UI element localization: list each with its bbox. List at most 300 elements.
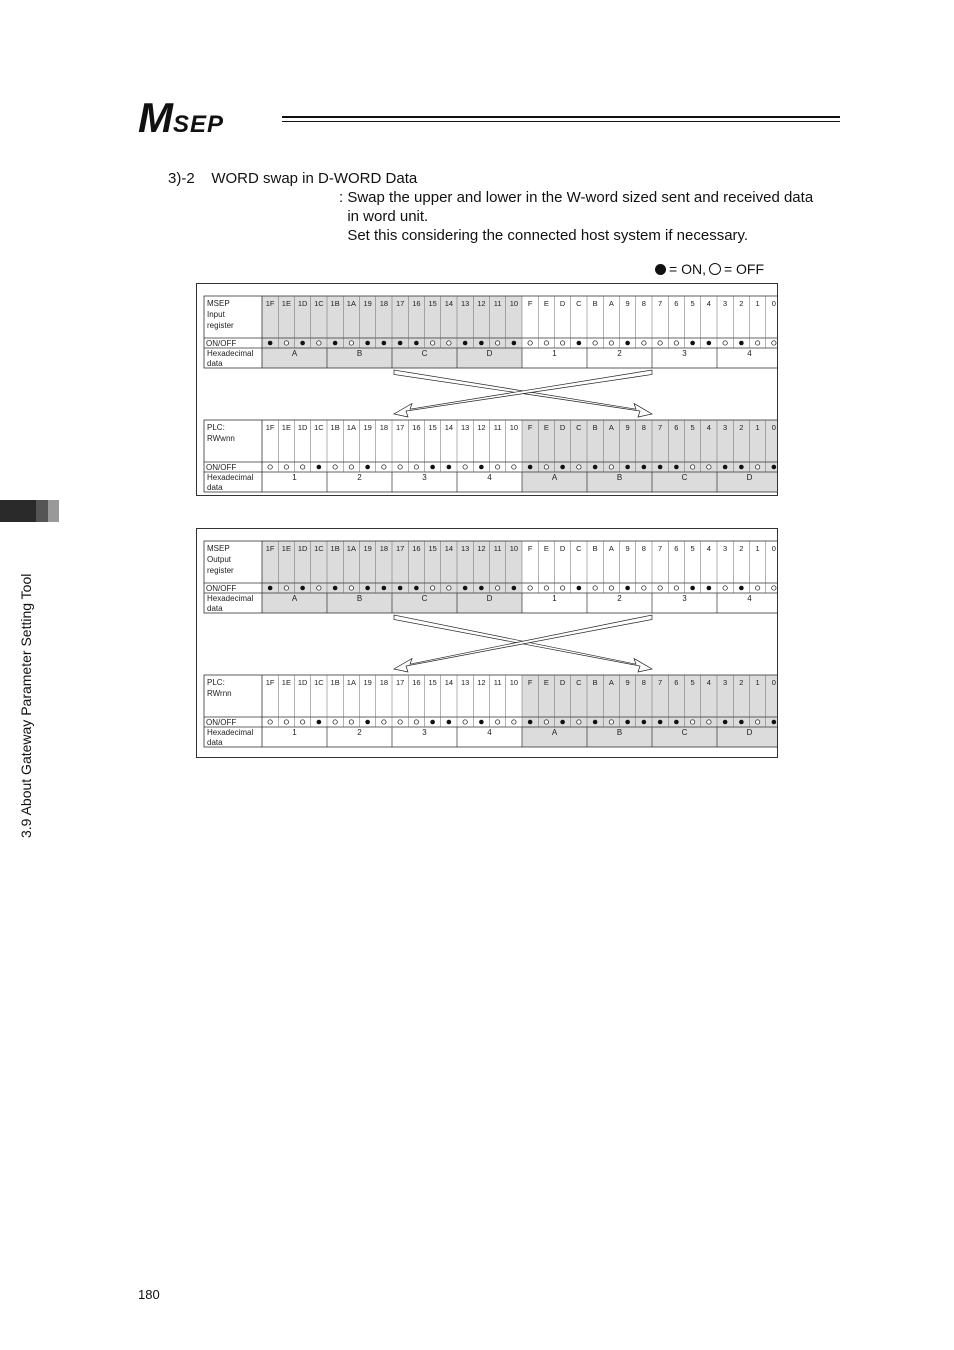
d1-bottom-off-dot: [755, 720, 759, 724]
d0-bottom-bit-name: B: [592, 423, 598, 432]
d1-top-hex-value: 1: [552, 594, 557, 603]
d0-bottom-off-dot: [544, 465, 548, 469]
d0-bottom-off-dot: [463, 465, 467, 469]
d1-top-off-dot: [658, 586, 662, 590]
d1-bottom-hex-value: D: [746, 728, 753, 737]
d0-bottom-bit-name: 1C: [314, 423, 324, 432]
d0-top-bit-name: 19: [363, 299, 372, 308]
d1-bottom-hex-value: 1: [292, 728, 297, 737]
d0-bottom-bit-name: 16: [412, 423, 421, 432]
d1-bottom-bit-name: B: [592, 678, 598, 687]
d0-bottom-on-dot: [479, 465, 484, 470]
d0-bottom-on-dot: [658, 465, 663, 470]
d0-top-bit-name: 6: [674, 299, 679, 308]
d0-bottom-on-dot: [447, 465, 452, 470]
d1-bottom-off-dot: [544, 720, 548, 724]
d1-top-on-dot: [707, 586, 712, 591]
d1-bottom-bit-name: A: [608, 678, 614, 687]
d1-bottom-off-dot: [268, 720, 272, 724]
d1-top-bit-name: 1D: [297, 544, 308, 553]
d1-bottom-bit-name: D: [559, 678, 566, 687]
d0-bottom-bit-name: 11: [493, 423, 502, 432]
d1-top-bit-name: 6: [674, 544, 679, 553]
d0-top-hex-value: 3: [682, 349, 687, 358]
d1-bottom-bit-name: 1F: [265, 678, 275, 687]
d0-bottom-on-dot: [674, 465, 679, 470]
d0-bottom-bit-name: 4: [706, 423, 711, 432]
d1-top-on-dot: [625, 586, 630, 591]
d1-top-bit-name: 13: [460, 544, 470, 553]
d1-bottom-bit-name: 2: [739, 678, 744, 687]
d0-top-off-dot: [755, 341, 759, 345]
d1-top-off-dot: [544, 586, 548, 590]
d1-top-hex-value: C: [421, 594, 428, 603]
d0-bottom-off-dot: [609, 465, 613, 469]
d0-top-bit-name: B: [592, 299, 598, 308]
d1-bottom-bit-name: 1D: [297, 678, 308, 687]
d1-top-bit-name: 5: [690, 544, 695, 553]
d0-top-on-dot: [739, 341, 744, 346]
d0-top-off-dot: [317, 341, 321, 345]
d1-top-label-text: Output: [207, 555, 232, 564]
d0-bottom-on-dot: [642, 465, 647, 470]
on-dot-icon: [655, 264, 666, 275]
d0-bottom-bit-name: 2: [739, 423, 744, 432]
d0-bottom-on-dot: [772, 465, 777, 470]
section-heading: 3)-2 WORD swap in D-WORD Data: [168, 170, 418, 187]
d0-top-bit-name: 9: [625, 299, 630, 308]
d0-bottom-off-dot: [512, 465, 516, 469]
d0-top-bit-name: 4: [706, 299, 711, 308]
d0-top-bit-name: 11: [493, 299, 502, 308]
d1-top-bit-name: 18: [379, 544, 389, 553]
d0-top-off-dot: [642, 341, 646, 345]
d0-top-hex-value: D: [486, 349, 493, 358]
d1-bottom-bit-name: 14: [444, 678, 454, 687]
d1-bottom-off-dot: [577, 720, 581, 724]
d0-top-on-dot: [398, 341, 403, 346]
d1-bottom-off-dot: [414, 720, 418, 724]
page-number: 180: [138, 1287, 160, 1302]
d1-bottom-bit-name: 1E: [281, 678, 291, 687]
d1-top-hex-value: A: [291, 594, 298, 603]
d0-top-bit-name: 5: [690, 299, 695, 308]
d0-top-on-dot: [414, 341, 419, 346]
d1-bottom-on-dot: [479, 720, 484, 725]
d1-top-bit-name: 12: [477, 544, 486, 553]
d0-top-hex-value: A: [291, 349, 298, 358]
d1-top-off-dot: [723, 586, 727, 590]
d1-bottom-hex-label: data: [207, 738, 223, 747]
desc-line-2: in word unit.: [339, 208, 429, 225]
d1-bottom-bit-name: C: [576, 678, 582, 687]
d0-bottom-off-dot: [333, 465, 337, 469]
d0-bottom-on-dot: [528, 465, 533, 470]
d0-bottom-table: [204, 420, 777, 492]
d1-bottom-on-dot: [447, 720, 452, 725]
d1-top-off-dot: [755, 586, 759, 590]
d0-bottom-onoff-label: ON/OFF: [206, 463, 237, 472]
d1-top-bit-name: 19: [363, 544, 372, 553]
d1-top-off-dot: [593, 586, 597, 590]
legend-on-text: = ON,: [669, 261, 706, 277]
d0-bottom-off-dot: [398, 465, 402, 469]
d0-top-hex-label: Hexadecimal: [207, 349, 254, 358]
d0-bottom-bit-name: 6: [674, 423, 679, 432]
d1-bottom-bit-name: 8: [641, 678, 646, 687]
side-tab-mid: [36, 500, 48, 522]
d1-bottom-bit-name: 12: [477, 678, 486, 687]
d1-bottom-bit-name: 13: [460, 678, 470, 687]
d0-bottom-hex-value: 2: [357, 473, 362, 482]
logo-sep: SEP: [173, 111, 225, 138]
header-rule: [282, 116, 840, 118]
d0-bottom-on-dot: [560, 465, 565, 470]
d0-top-bit-name: 17: [395, 299, 405, 308]
d0-bottom-bit-name: E: [543, 423, 549, 432]
d0-top-bit-name: 13: [460, 299, 470, 308]
d0-top-on-dot: [365, 341, 370, 346]
d1-bottom-hex-value: A: [551, 728, 558, 737]
d0-bottom-hex-value: D: [746, 473, 753, 482]
d0-bottom-bit-name: 8: [641, 423, 646, 432]
d0-bottom-bit-name: 3: [723, 423, 728, 432]
d1-bottom-hex-value: 2: [357, 728, 362, 737]
d0-top-bit-name: 1D: [297, 299, 308, 308]
d1-bottom-off-dot: [398, 720, 402, 724]
d1-bottom-bit-name: 1C: [314, 678, 324, 687]
d0-top-bit-name: 15: [428, 299, 437, 308]
d1-bottom-bit-name: 10: [509, 678, 519, 687]
d1-top-on-dot: [512, 586, 517, 591]
d0-top-bit-name: 12: [477, 299, 486, 308]
d1-top-on-dot: [690, 586, 695, 591]
d0-bottom-bit-name: A: [608, 423, 614, 432]
d1-bottom-bit-name: 17: [395, 678, 405, 687]
header-rule-thin: [282, 121, 840, 122]
d0-bottom-on-dot: [723, 465, 728, 470]
d1-bottom-off-dot: [495, 720, 499, 724]
d0-top-bit-name: 7: [658, 299, 663, 308]
d1-bottom-label-text: PLC:: [207, 678, 225, 687]
d0-bottom-off-dot: [284, 465, 288, 469]
output-swap-svg: [197, 529, 777, 757]
d0-bottom-bit-name: 15: [428, 423, 437, 432]
d1-bottom-off-dot: [300, 720, 304, 724]
d0-bottom-hex-value: C: [681, 473, 688, 482]
d1-top-bit-name: 1C: [314, 544, 324, 553]
d0-top-onoff-label: ON/OFF: [206, 339, 237, 348]
d1-bottom-off-dot: [690, 720, 694, 724]
d1-top-bit-name: C: [576, 544, 582, 553]
d0-top-on-dot: [479, 341, 484, 346]
d0-top-bit-name: 18: [379, 299, 389, 308]
d1-top-off-dot: [317, 586, 321, 590]
d1-swap-arrows: [394, 615, 652, 672]
d0-top-bit-name: F: [527, 299, 533, 308]
d1-top-bit-name: 3: [723, 544, 728, 553]
d1-bottom-hex-value: 3: [422, 728, 427, 737]
d0-top-off-dot: [674, 341, 678, 345]
side-tab-light: [48, 500, 59, 522]
d0-top-label-text: MSEP: [207, 299, 230, 308]
d1-top-bit-name: 1F: [265, 544, 275, 553]
d0-top-off-dot: [609, 341, 613, 345]
d1-bottom-on-dot: [317, 720, 322, 725]
section-description: [339, 188, 859, 245]
d1-top-label-text: MSEP: [207, 544, 230, 553]
d0-bottom-off-dot: [349, 465, 353, 469]
d0-top-off-dot: [593, 341, 597, 345]
d0-top-off-dot: [528, 341, 532, 345]
d0-bottom-bit-name: 7: [658, 423, 663, 432]
d0-top-off-dot: [430, 341, 434, 345]
d1-top-off-dot: [560, 586, 564, 590]
d1-top-bit-name: 15: [428, 544, 437, 553]
d0-bottom-bit-name: D: [559, 423, 566, 432]
d0-bottom-bit-name: 1E: [281, 423, 291, 432]
d0-top-on-dot: [625, 341, 630, 346]
d0-top-hex-value: B: [356, 349, 363, 358]
d1-bottom-off-dot: [463, 720, 467, 724]
d0-bottom-bit-name: 1: [755, 423, 760, 432]
d1-top-off-dot: [430, 586, 434, 590]
d0-bottom-on-dot: [593, 465, 598, 470]
d0-top-hex-value: 1: [552, 349, 557, 358]
d1-bottom-on-dot: [674, 720, 679, 725]
d0-bottom-bit-name: 10: [509, 423, 519, 432]
d1-bottom-bit-name: 6: [674, 678, 679, 687]
d1-bottom-bit-name: 9: [625, 678, 630, 687]
logo-m: M: [138, 94, 171, 141]
d0-bottom-off-dot: [300, 465, 304, 469]
d0-top-on-dot: [268, 341, 273, 346]
d0-bottom-bit-name: 19: [363, 423, 372, 432]
input-swap-svg: [197, 284, 777, 495]
d0-bottom-label-text: PLC:: [207, 423, 225, 432]
d1-top-hex-label: Hexadecimal: [207, 594, 254, 603]
d0-bottom-bit-name: 1A: [346, 423, 356, 432]
d0-top-bit-name: 1: [755, 299, 760, 308]
d0-bottom-off-dot: [495, 465, 499, 469]
d0-bottom-off-dot: [268, 465, 272, 469]
d0-top-off-dot: [560, 341, 564, 345]
d1-top-on-dot: [268, 586, 273, 591]
d1-bottom-on-dot: [642, 720, 647, 725]
d0-bottom-bit-name: F: [527, 423, 533, 432]
d1-top-on-dot: [479, 586, 484, 591]
d1-bottom-bit-name: 0: [771, 678, 776, 687]
d1-bottom-bit-name: F: [527, 678, 533, 687]
d1-bottom-bit-name: 4: [706, 678, 711, 687]
d1-top-on-dot: [365, 586, 370, 591]
off-dot-icon: [709, 263, 721, 275]
d0-top-on-dot: [463, 341, 468, 346]
d1-top-hex-value: 4: [747, 594, 752, 603]
d0-top-bit-name: 1C: [314, 299, 324, 308]
d0-top-bit-name: 1B: [330, 299, 340, 308]
d0-bottom-bit-name: 17: [395, 423, 405, 432]
d1-bottom-bit-name: 1A: [346, 678, 356, 687]
d1-top-bit-name: B: [592, 544, 598, 553]
d0-top-bit-name: 10: [509, 299, 519, 308]
d0-top-off-dot: [658, 341, 662, 345]
d1-top-hex-label: data: [207, 604, 223, 613]
d1-top-bit-name: 7: [658, 544, 663, 553]
d0-bottom-on-dot: [317, 465, 322, 470]
d1-top-off-dot: [674, 586, 678, 590]
d1-top-onoff-label: ON/OFF: [206, 584, 237, 593]
d0-top-bit-name: 16: [412, 299, 421, 308]
desc-line-1: : Swap the upper and lower in the W-word sized sent and received data: [339, 189, 814, 206]
d1-top-bit-name: 0: [771, 544, 776, 553]
d1-top-off-dot: [495, 586, 499, 590]
d1-bottom-on-dot: [723, 720, 728, 725]
d0-top-off-dot: [723, 341, 727, 345]
d1-top-on-dot: [577, 586, 582, 591]
d0-top-on-dot: [382, 341, 387, 346]
d0-bottom-on-dot: [625, 465, 630, 470]
d1-bottom-bit-name: 18: [379, 678, 389, 687]
d1-bottom-off-dot: [707, 720, 711, 724]
d0-bottom-off-dot: [577, 465, 581, 469]
d0-bottom-bit-name: C: [576, 423, 582, 432]
d1-bottom-hex-value: 4: [487, 728, 492, 737]
output-swap-diagram: [196, 528, 778, 758]
d1-top-hex-value: B: [356, 594, 363, 603]
d1-top-hex-value: D: [486, 594, 493, 603]
d0-bottom-on-dot: [430, 465, 435, 470]
d0-bottom-bit-name: 14: [444, 423, 454, 432]
d0-bottom-hex-value: B: [616, 473, 623, 482]
d0-bottom-hex-label: Hexadecimal: [207, 473, 254, 482]
d1-bottom-label-text: RWrnn: [207, 689, 232, 698]
d0-bottom-on-dot: [739, 465, 744, 470]
d0-top-on-dot: [690, 341, 695, 346]
d0-top-off-dot: [544, 341, 548, 345]
d1-top-bit-name: 10: [509, 544, 519, 553]
d1-bottom-bit-name: 11: [493, 678, 502, 687]
d1-top-bit-name: F: [527, 544, 533, 553]
d0-top-off-dot: [772, 341, 776, 345]
d1-bottom-table: [204, 675, 777, 747]
d0-bottom-bit-name: 18: [379, 423, 389, 432]
msep-logo: [138, 94, 224, 142]
d1-bottom-off-dot: [333, 720, 337, 724]
legend: [655, 261, 764, 277]
side-section-label: 3.9 About Gateway Parameter Setting Tool: [18, 573, 34, 838]
d0-top-hex-label: data: [207, 359, 223, 368]
d1-bottom-bit-name: 5: [690, 678, 695, 687]
d1-top-off-dot: [284, 586, 288, 590]
legend-off-text: = OFF: [723, 261, 765, 277]
d0-top-bit-name: 1F: [265, 299, 275, 308]
d1-top-bit-name: 9: [625, 544, 630, 553]
d1-bottom-off-dot: [609, 720, 613, 724]
d0-bottom-off-dot: [414, 465, 418, 469]
d1-top-bit-name: 16: [412, 544, 421, 553]
d0-top-label-text: register: [207, 321, 234, 330]
d0-bottom-bit-name: 12: [477, 423, 486, 432]
d1-top-bit-name: 1: [755, 544, 760, 553]
d1-bottom-on-dot: [772, 720, 777, 725]
d0-top-on-dot: [707, 341, 712, 346]
desc-line-3: Set this considering the connected host system if necessary.: [339, 227, 749, 244]
d1-bottom-hex-value: C: [681, 728, 688, 737]
d1-top-bit-name: 11: [493, 544, 502, 553]
d1-top-off-dot: [447, 586, 451, 590]
d1-top-label-text: register: [207, 566, 234, 575]
d0-top-on-dot: [577, 341, 582, 346]
d1-bottom-bit-name: 16: [412, 678, 421, 687]
d1-bottom-on-dot: [739, 720, 744, 725]
d0-bottom-bit-name: 13: [460, 423, 470, 432]
d0-top-hex-value: 4: [747, 349, 752, 358]
d1-top-off-dot: [642, 586, 646, 590]
d1-bottom-bit-name: 19: [363, 678, 372, 687]
d0-top-off-dot: [349, 341, 353, 345]
d0-top-on-dot: [333, 341, 338, 346]
d1-top-on-dot: [300, 586, 305, 591]
d1-top-bit-name: 17: [395, 544, 405, 553]
d1-bottom-on-dot: [528, 720, 533, 725]
d0-bottom-bit-name: 5: [690, 423, 695, 432]
d0-bottom-off-dot: [382, 465, 386, 469]
d0-top-table: [204, 296, 777, 368]
d0-bottom-bit-name: 0: [771, 423, 776, 432]
d1-top-on-dot: [382, 586, 387, 591]
d0-top-hex-value: C: [421, 349, 428, 358]
d1-top-bit-name: E: [543, 544, 549, 553]
d0-top-bit-name: 1A: [346, 299, 356, 308]
d0-top-bit-name: 3: [723, 299, 728, 308]
d0-bottom-off-dot: [690, 465, 694, 469]
d1-bottom-off-dot: [284, 720, 288, 724]
d1-top-bit-name: D: [559, 544, 566, 553]
d0-top-off-dot: [447, 341, 451, 345]
d1-bottom-off-dot: [349, 720, 353, 724]
side-tab-dark: [0, 500, 36, 522]
d1-bottom-bit-name: 15: [428, 678, 437, 687]
d1-top-bit-name: 8: [641, 544, 646, 553]
d0-bottom-hex-value: A: [551, 473, 558, 482]
d1-top-on-dot: [414, 586, 419, 591]
d1-bottom-hex-label: Hexadecimal: [207, 728, 254, 737]
d1-top-bit-name: 4: [706, 544, 711, 553]
d1-bottom-on-dot: [658, 720, 663, 725]
d0-top-bit-name: 0: [771, 299, 776, 308]
d0-bottom-hex-value: 4: [487, 473, 492, 482]
d1-bottom-hex-value: B: [616, 728, 623, 737]
d0-bottom-on-dot: [365, 465, 370, 470]
d0-top-bit-name: E: [543, 299, 549, 308]
d1-top-off-dot: [528, 586, 532, 590]
d1-top-off-dot: [609, 586, 613, 590]
d1-top-off-dot: [772, 586, 776, 590]
d1-top-bit-name: 2: [739, 544, 744, 553]
d1-top-off-dot: [349, 586, 353, 590]
d0-bottom-label-text: RWwnn: [207, 434, 235, 443]
d1-bottom-bit-name: 1B: [330, 678, 340, 687]
d1-top-on-dot: [463, 586, 468, 591]
d1-top-on-dot: [739, 586, 744, 591]
d1-bottom-bit-name: E: [543, 678, 549, 687]
d1-top-on-dot: [333, 586, 338, 591]
d0-top-on-dot: [512, 341, 517, 346]
d0-top-bit-name: 2: [739, 299, 744, 308]
d0-top-off-dot: [284, 341, 288, 345]
d0-top-off-dot: [495, 341, 499, 345]
